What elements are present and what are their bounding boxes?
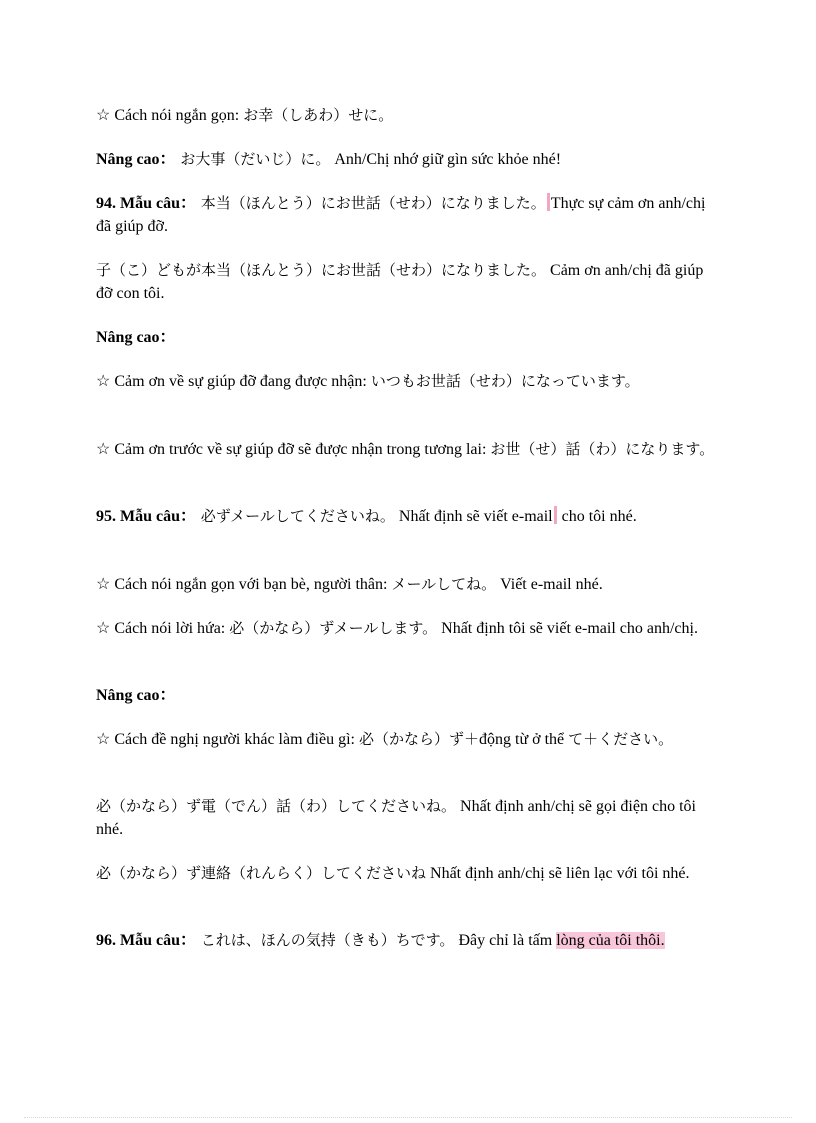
- paragraph-future-thanks: ☆ Cảm ơn trước về sự giúp đỡ sẽ được nhận trong tương lai: お世（せ）話（わ）になります。: [96, 440, 715, 458]
- highlight-marker: [554, 506, 557, 524]
- paragraph-child-thanks: 子（こ）どもが本当（ほんとう）にお世話（せわ）になりました。 Cảm ơn anh/chị đã giúp đỡ con tôi.: [96, 261, 704, 302]
- heading-advanced-2: Nâng cao：: [96, 687, 176, 704]
- paragraph-pattern-94: 94. Mẫu câu： 本当（ほんとう）にお世話（せわ）になりました。 Thực sự cảm ơn anh/chị đã giúp đỡ.: [96, 194, 706, 235]
- paragraph-call-me: 必（かなら）ず電（でん）話（わ）してくださいね。 Nhất định anh/chị sẽ gọi điện cho tôi nhé.: [96, 797, 696, 838]
- paragraph-short-email: ☆ Cách nói ngắn gọn với bạn bè, người thân: メールしてね。 Viết e-mail nhé.: [96, 575, 603, 593]
- paragraph-ongoing-thanks: ☆ Cảm ơn về sự giúp đỡ đang được nhận: いつもお世話（せわ）になっています。: [96, 372, 640, 390]
- paragraph-contact-me: 必（かなら）ず連絡（れんらく）してくださいね Nhất định anh/chị sẽ liên lạc với tôi nhé.: [96, 864, 690, 882]
- highlight-marker: [547, 193, 550, 211]
- heading-advanced-1: Nâng cao：: [96, 329, 176, 346]
- highlighted-text: lòng của tôi thôi.: [556, 932, 665, 949]
- paragraph-pattern-95: 95. Mẫu câu： 必ずメールしてくださいね。 Nhất định sẽ viết e-mail cho tôi nhé.: [96, 507, 637, 525]
- paragraph-promise: ☆ Cách nói lời hứa: 必（かなら）ずメールします。 Nhất định tôi sẽ viết e-mail cho anh/chị.: [96, 619, 698, 637]
- paragraph-request-form: ☆ Cách đề nghị người khác làm điều gì: 必（かなら）ず＋động từ ở thể て＋ください。: [96, 730, 674, 748]
- page-bottom-divider: [24, 1117, 792, 1118]
- paragraph-short-congrats: ☆ Cách nói ngắn gọn: お幸（しあわ）せに。: [96, 106, 394, 124]
- paragraph-pattern-96: 96. Mẫu câu： これは、ほんの気持（きも）ちです。 Đây chỉ là tấm lòng của tôi thôi.: [96, 931, 665, 949]
- paragraph-advanced-take-care: Nâng cao： お大事（だいじ）に。 Anh/Chị nhớ giữ gìn sức khỏe nhé!: [96, 150, 562, 168]
